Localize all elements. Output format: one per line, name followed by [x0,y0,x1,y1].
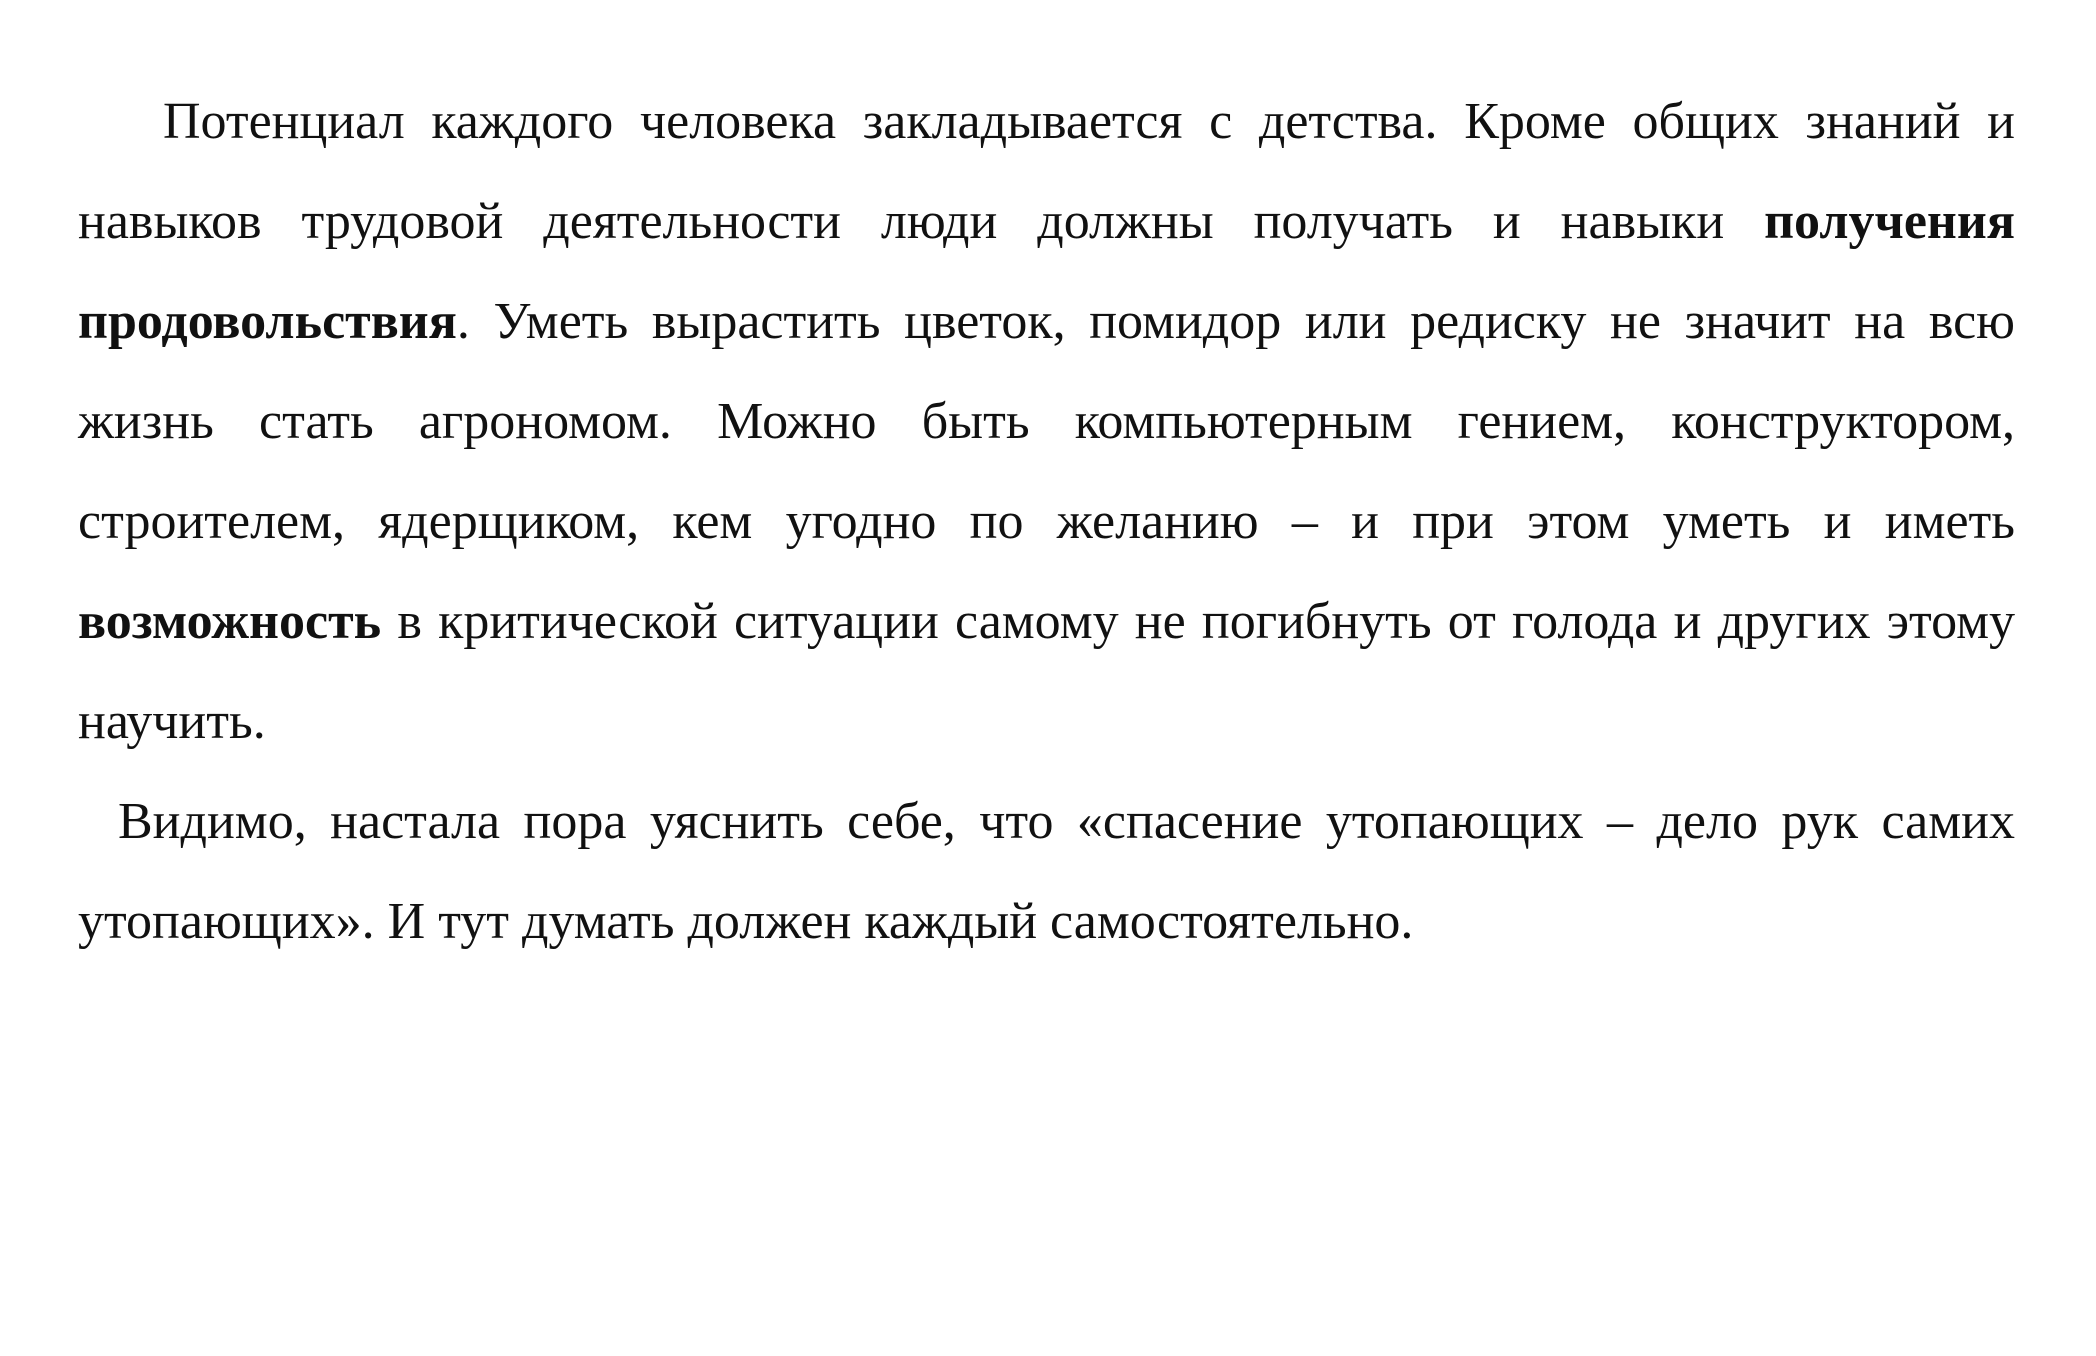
paragraph-1-text-3: в критической ситуации самому не погибнуть от голода и других этому научить. [78,593,2015,750]
paragraph-1-text-2: . Уметь вырастить цветок, помидор или редиску не значит на всю жизнь стать агрономом. Можно быть компьютерным гением, конструктором, строителем, ядерщиком, кем угодно по желанию – и при этом уметь и иметь [78,293,2015,550]
paragraph-1-bold-phrase-2: возможность [78,593,382,650]
paragraph-1-bold-phrase-1: получения продовольствия [78,193,2015,350]
paragraph-1-text-1: Потенциал каждого человека закладывается с детства. Кроме общих знаний и навыков трудовой деятельности люди должны получать и навыки [78,93,2015,250]
document-body [78,72,2015,972]
paragraph-1 [78,72,2015,772]
paragraph-2: Видимо, настала пора уяснить себе, что «спасение утопающих – дело рук самих утопающих». И тут думать должен каждый самостоятельно. [78,793,2015,950]
